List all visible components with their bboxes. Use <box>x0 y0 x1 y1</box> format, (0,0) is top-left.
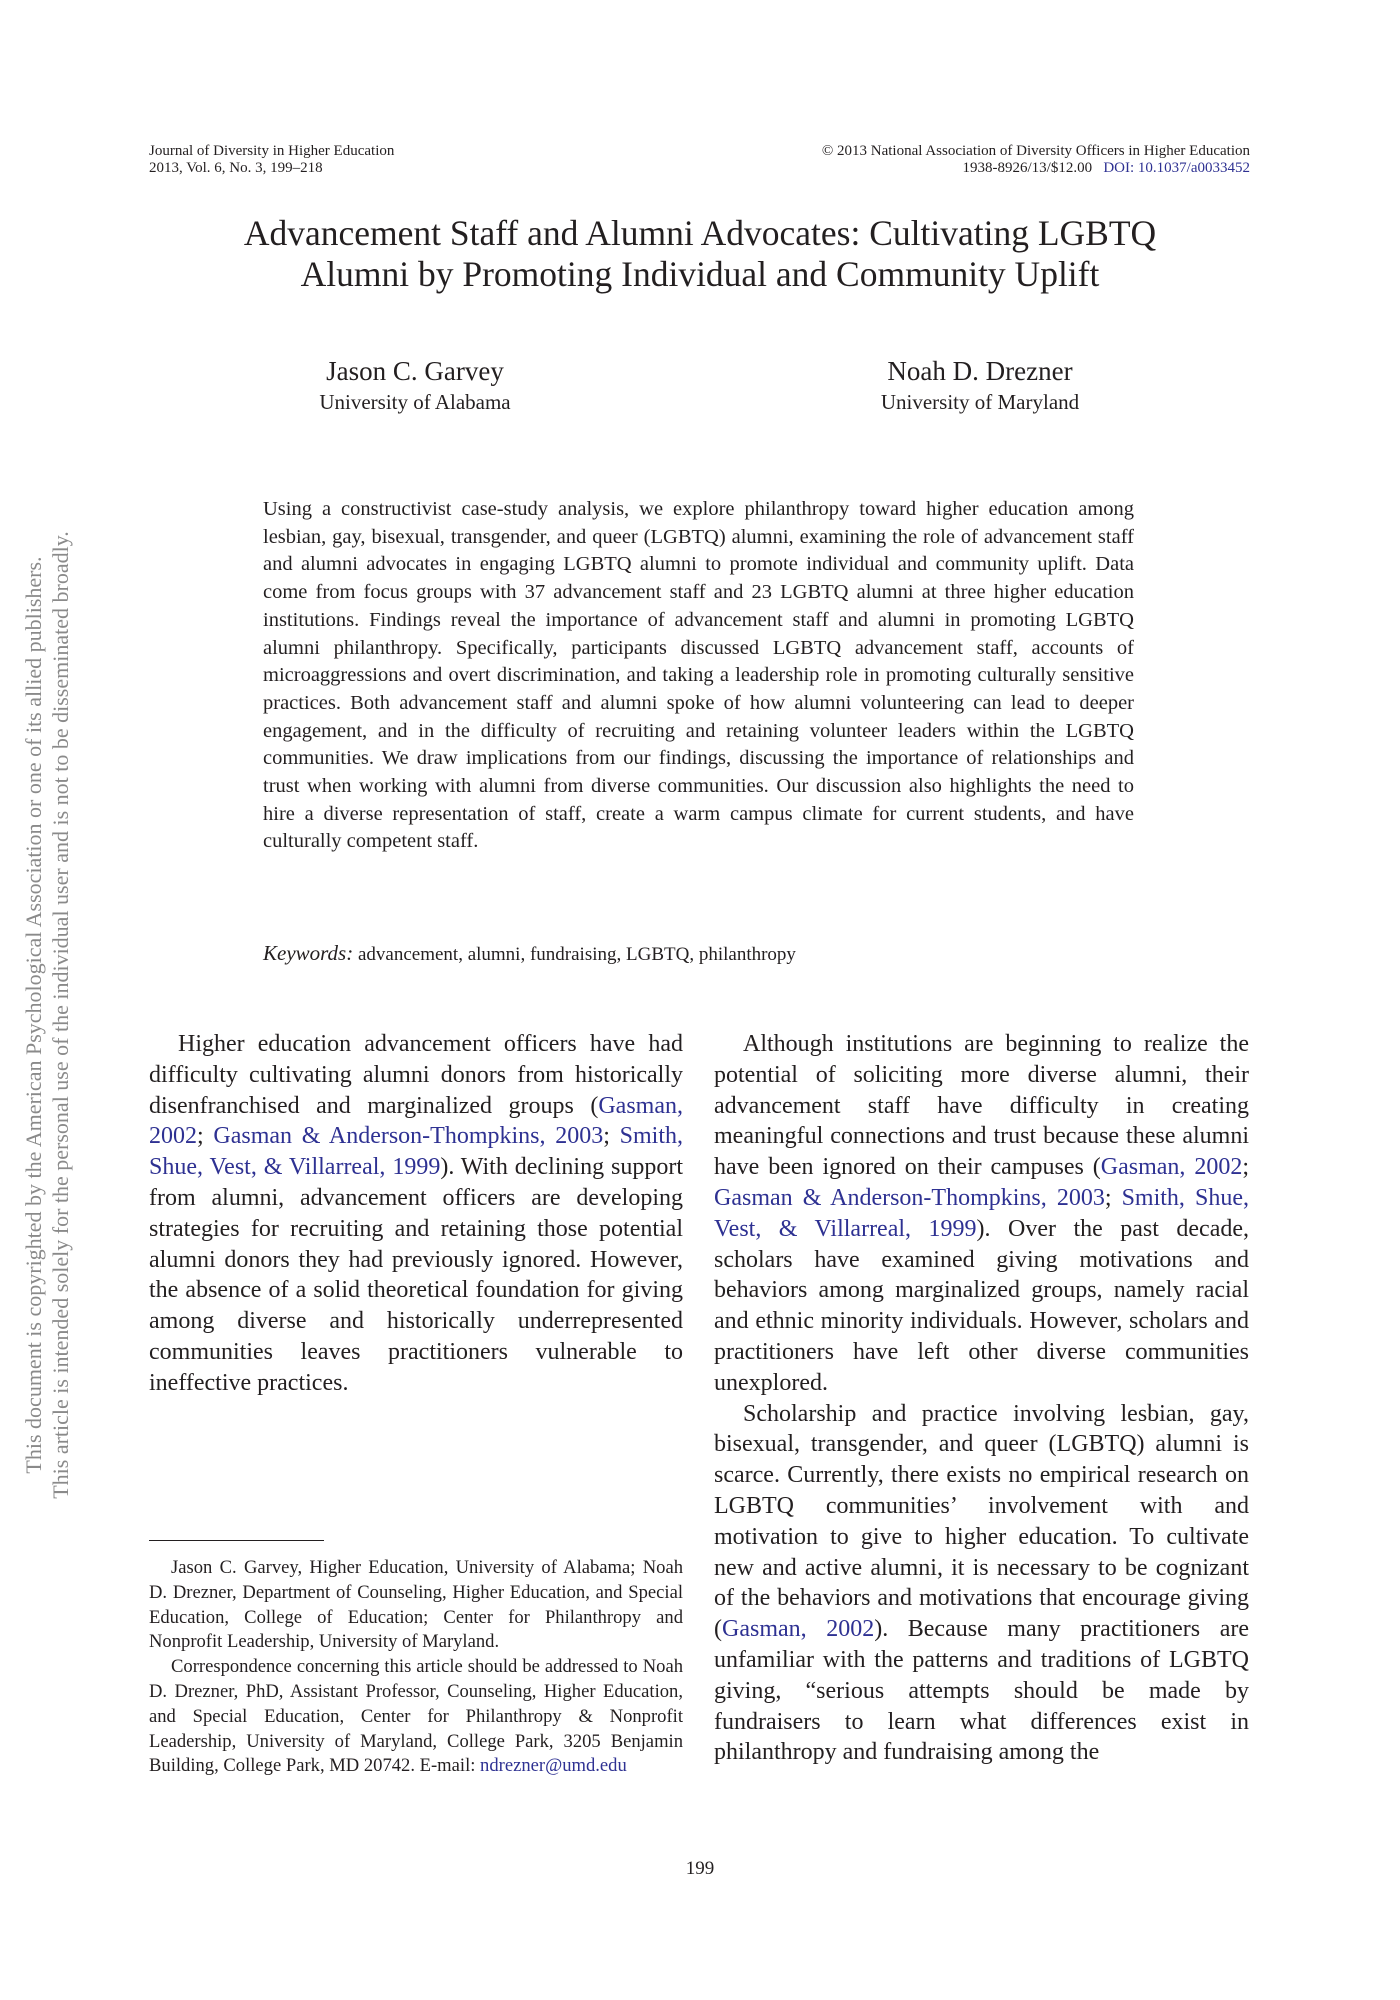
keywords-label: Keywords: <box>263 941 354 965</box>
correspondence-note <box>149 1655 683 1779</box>
email-link[interactable]: ndrezner@umd.edu <box>480 1755 627 1777</box>
citation-link[interactable]: Gasman & Anderson-Thompkins, 2003 <box>714 1184 1105 1211</box>
keywords <box>263 940 796 968</box>
article-title <box>150 213 1250 295</box>
copyright-side-notice <box>20 490 74 1540</box>
abstract: Using a constructivist case-study analysis, we explore philanthropy toward higher education among lesbian, gay, bisexual, transgender, and queer (LGBTQ) alumni, examining the role of advancement staff and alumni advocates in engaging LGBTQ alumni to promote individual and community uplift. Data come from focus groups with 37 advancement staff and 23 LGBTQ alumni at three higher education institutions. Findings reveal the importance of advancement staff and alumni in promoting LGBTQ alumni philanthropy. Specifically, participants discussed LGBTQ advancement staff, accounts of microaggressions and overt discrimination, and taking a leadership role in promoting culturally sensitive practices. Both advancement staff and alumni spoke of how alumni volunteering can lead to deeper engagement, and in the difficulty of recruiting and retaining volunteer leaders within the LGBTQ communities. We draw implications from our findings, discussing the importance of relationships and trust when working with alumni from diverse communities. Our discussion also highlights the need to hire a diverse representation of staff, create a warm campus climate for current students, and have culturally competent staff. <box>263 498 1134 853</box>
author-block-2 <box>820 355 1140 416</box>
body-text: ). With declining support from alumni, advancement officers are developing strategies for recruiting and retaining those potential alumni donors they had previously ignored. However, the absence of a solid theoretical foundation for giving among diverse and historically underrepresented communities leaves practitioners vulnerable to ineffective practices. <box>149 1154 683 1396</box>
body-text: ; <box>1242 1154 1249 1181</box>
body-paragraph <box>149 1029 683 1399</box>
issn-doi-line <box>822 160 1250 177</box>
citation-link[interactable]: Smith, Shue, Vest, & Villarreal, 1999 <box>149 1123 683 1181</box>
footnote-divider <box>149 1540 324 1541</box>
page-number: 199 <box>685 1858 715 1879</box>
author-affiliation: University of Alabama <box>319 390 511 414</box>
citation-link[interactable]: Gasman, 2002 <box>1100 1154 1243 1181</box>
author-name: Noah D. Drezner <box>887 356 1073 386</box>
body-text: ). Because many practitioners are unfamiliar with the patterns and traditions of LGBTQ giving, “serious attempts should be made by fundraisers to learn what differences exist in philanthropy and fundraising among the <box>714 1616 1249 1766</box>
citation-link[interactable]: Gasman, 2002 <box>722 1616 875 1643</box>
citation-link[interactable]: Gasman, 2002 <box>149 1092 683 1150</box>
body-text: ; <box>603 1123 620 1150</box>
body-text: ). Over the past decade, scholars have examined giving motivations and behaviors among marginalized groups, namely racial and ethnic minority individuals. However, scholars and practitioners have left other diverse communities unexplored. <box>714 1215 1249 1396</box>
citation-link[interactable]: Smith, Shue, Vest, & Villarreal, 1999 <box>714 1184 1249 1242</box>
journal-name: Journal of Diversity in Higher Education <box>149 143 395 159</box>
author-name: Jason C. Garvey <box>326 356 504 386</box>
body-text: Scholarship and practice involving lesbian, gay, bisexual, transgender, and queer (LGBTQ) alumni is scarce. Currently, there exists no empirical research on LGBTQ communities’ involvement with and motivation to give to higher education. To cultivate new and active alumni, it is necessary to be cognizant of the behaviors and motivations that encourage giving ( <box>714 1400 1249 1643</box>
body-column-left <box>149 1029 683 1399</box>
footnotes <box>149 1556 683 1779</box>
copyright-header <box>822 143 1250 177</box>
body-text: ; <box>197 1123 214 1150</box>
side-notice-line-1: This document is copyrighted by the American Psychological Association or one of its allied publishers. <box>21 556 46 1474</box>
keywords-list: advancement, alumni, fundraising, LGBTQ, philanthropy <box>357 944 796 965</box>
body-text: Higher education advancement officers have had difficulty cultivating alumni donors from historically disenfranchised and marginalized groups ( <box>149 1031 683 1119</box>
issn-price: 1938-8926/13/$12.00 <box>962 160 1093 176</box>
doi-label: DOI: <box>1103 160 1135 176</box>
journal-issue: 2013, Vol. 6, No. 3, 199–218 <box>149 160 323 176</box>
author-affiliation: University of Maryland <box>880 390 1080 414</box>
side-notice-line-2: This article is intended solely for the personal use of the individual user and is not to be disseminated broadly. <box>48 531 73 1499</box>
author-note: Jason C. Garvey, Higher Education, University of Alabama; Noah D. Drezner, Department of Counseling, Higher Education, and Special Education, College of Education; Center for Philanthropy and Nonprofit Leadership, University of Maryland. <box>149 1557 683 1653</box>
body-column-right <box>714 1029 1249 1768</box>
author-block-1 <box>255 355 575 416</box>
citation-link[interactable]: Gasman & Anderson-Thompkins, 2003 <box>213 1123 604 1150</box>
body-text: Although institutions are beginning to realize the potential of soliciting more diverse alumni, their advancement staff have difficulty in creating meaningful connections and trust because these alumni have been ignored on their campuses ( <box>714 1031 1249 1181</box>
body-paragraph <box>714 1399 1249 1769</box>
title-line-1: Advancement Staff and Alumni Advocates: Cultivating LGBTQ <box>243 213 1157 253</box>
doi-link[interactable]: 10.1037/a0033452 <box>1137 160 1250 176</box>
journal-header <box>149 143 394 177</box>
title-line-2: Alumni by Promoting Individual and Community Uplift <box>300 254 1100 294</box>
body-paragraph <box>714 1029 1249 1399</box>
body-text: ; <box>1104 1184 1122 1211</box>
copyright-line: © 2013 National Association of Diversity Officers in Higher Education <box>821 143 1250 159</box>
correspondence-text: Correspondence concerning this article should be addressed to Noah D. Drezner, PhD, Assistant Professor, Counseling, Higher Education, and Special Education, Center for Philanthropy & Nonprofit Leadership, University of Maryland, College Park, 3205 Benjamin Building, College Park, MD 20742. E-mail: <box>149 1656 683 1777</box>
